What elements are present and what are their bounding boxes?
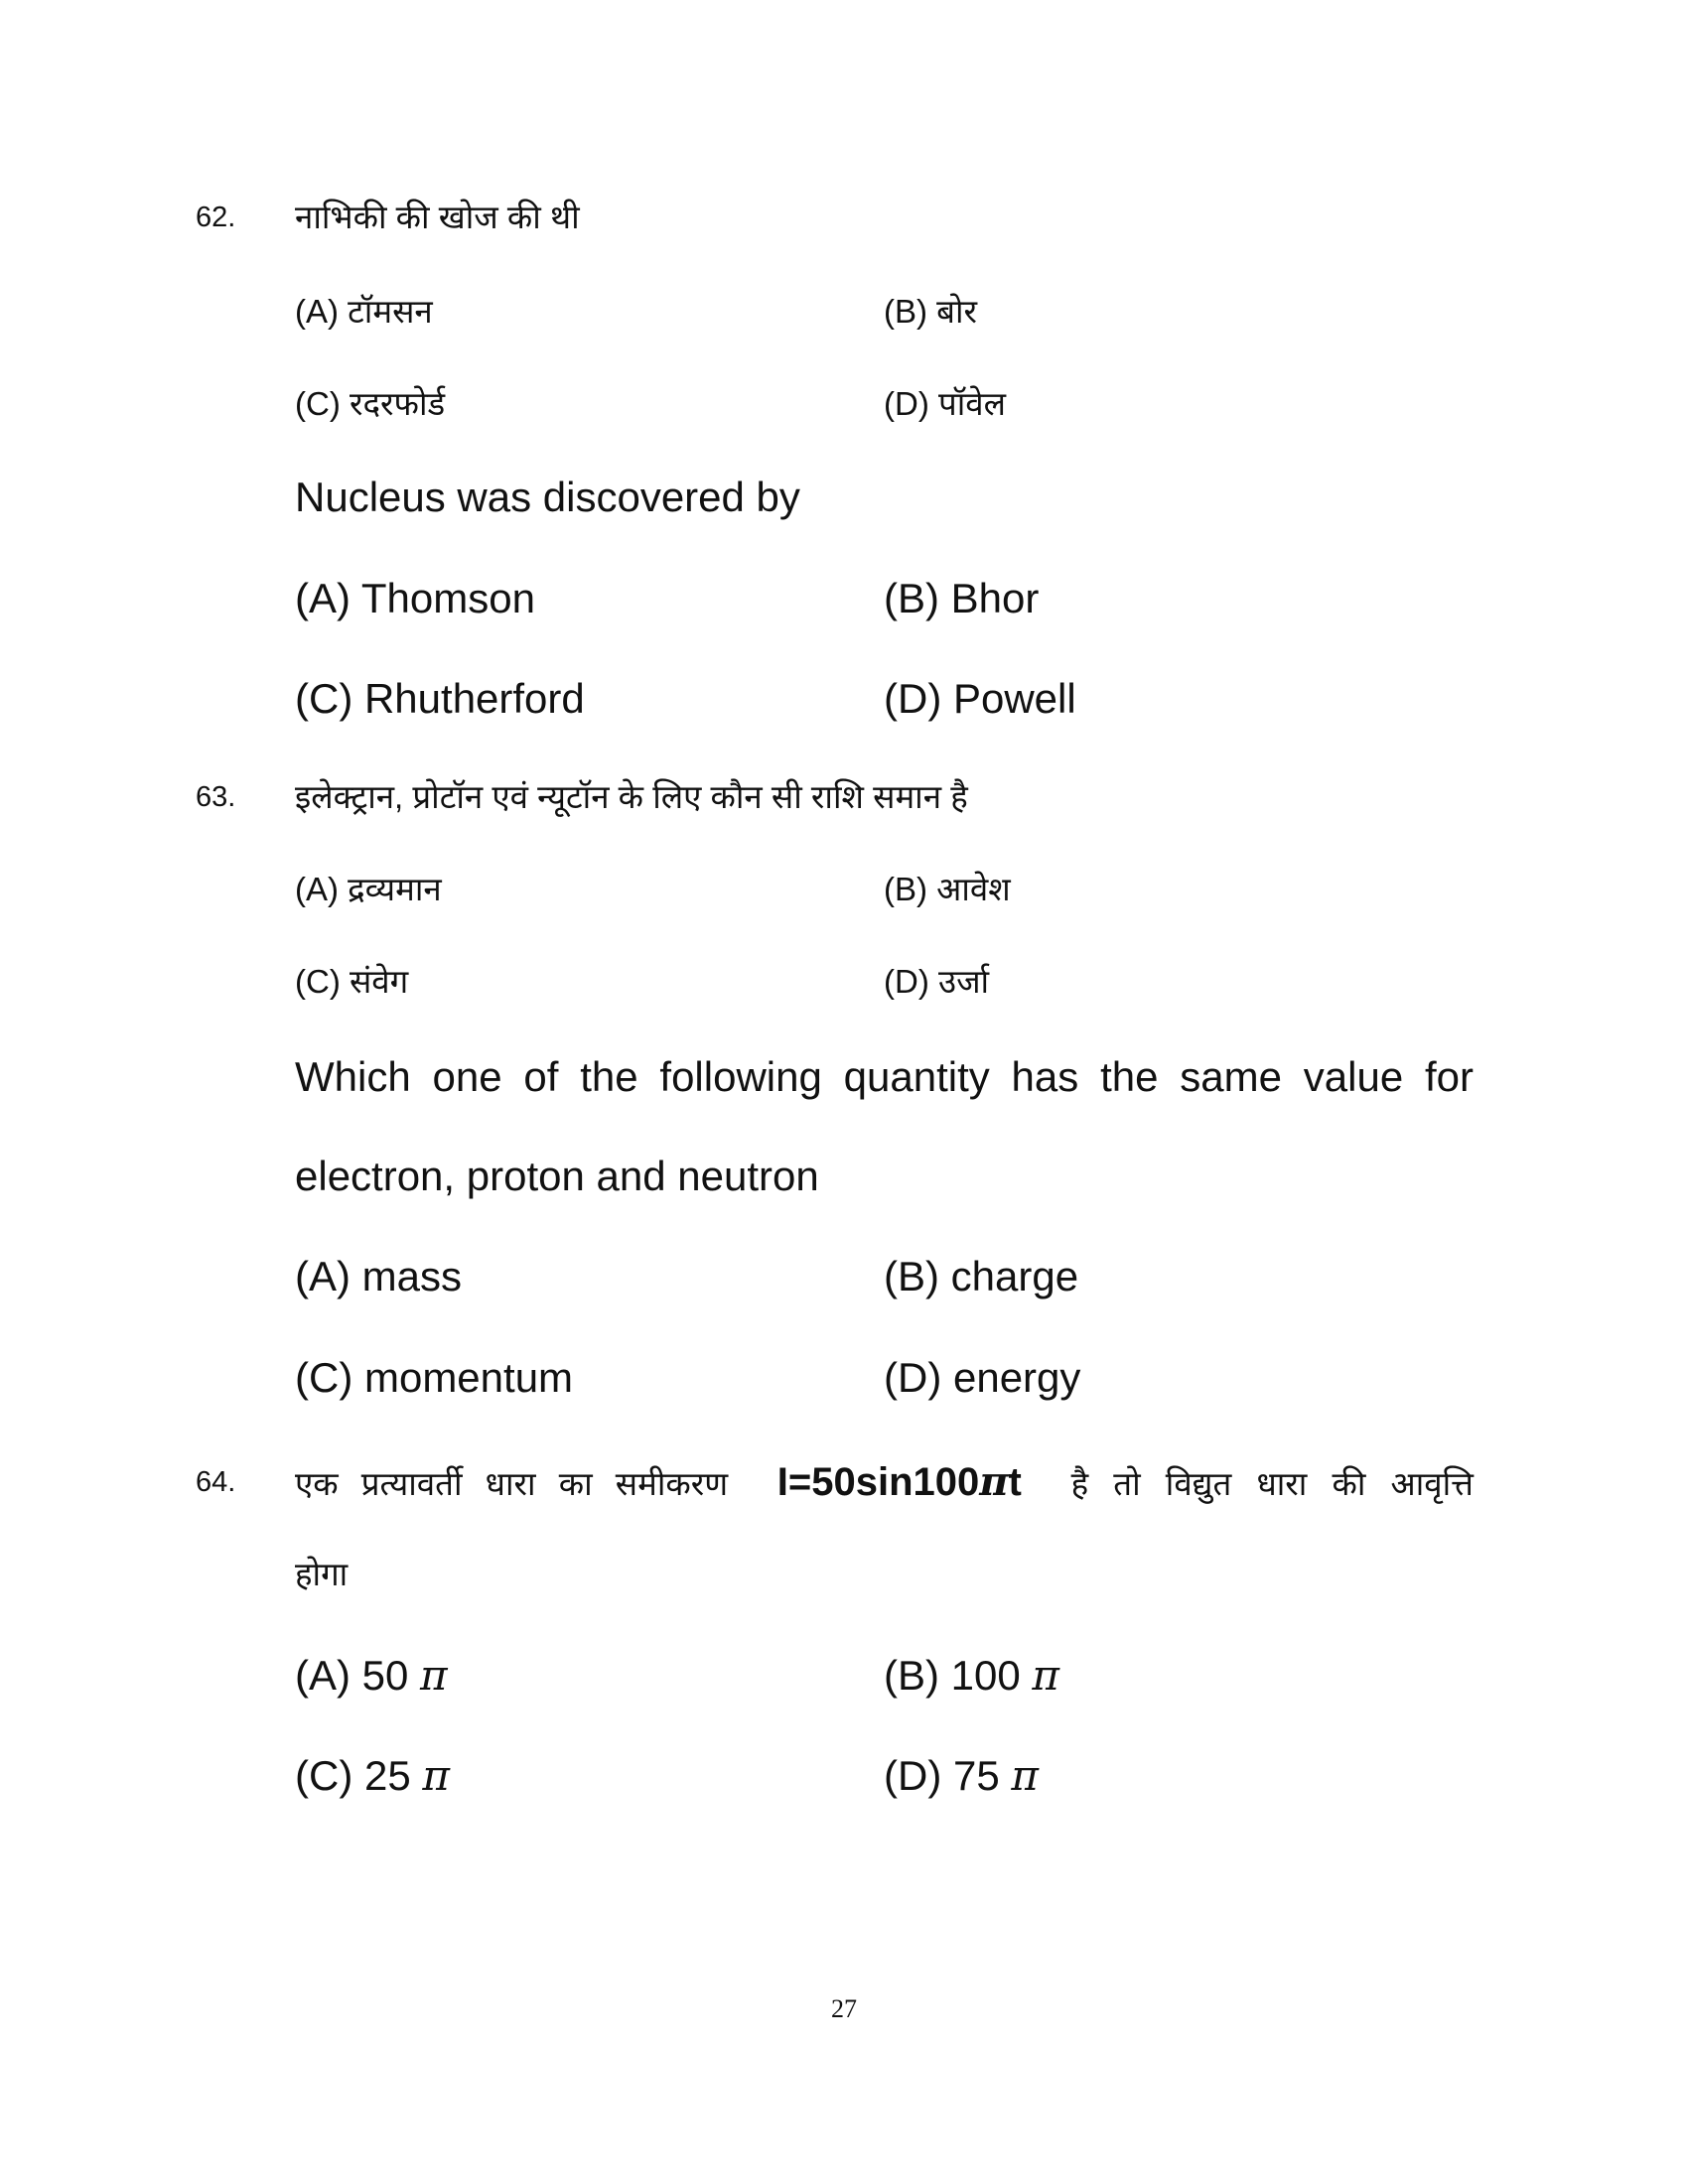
option-a-english: (A) mass xyxy=(295,1253,462,1299)
option-c-english: (C) momentum xyxy=(295,1354,574,1401)
option-label: (D) 75 xyxy=(884,1752,1000,1799)
question-text-hindi-line2: होगा xyxy=(295,1556,349,1592)
question-text-hindi-line1 xyxy=(295,1454,1474,1510)
question-text-english-line2: electron, proton and neutron xyxy=(295,1153,819,1199)
equation-variable: t xyxy=(1008,1460,1022,1504)
option-label: (C) 25 xyxy=(295,1752,411,1799)
option-d-hindi: (D) पॉवेल xyxy=(884,385,1006,422)
question-text-hindi: इलेक्ट्रान, प्रोटॉन एवं न्यूटॉन के लिए कौन सी राशि समान है xyxy=(295,778,968,815)
question-text-hindi-post: है तो विद्युत धारा की आवृत्ति xyxy=(1070,1465,1474,1502)
question-text-english: Nucleus was discovered by xyxy=(295,474,800,520)
option-a xyxy=(295,1648,448,1704)
option-b-english: (B) Bhor xyxy=(884,575,1040,621)
pi-symbol: π xyxy=(1032,1651,1060,1700)
pi-symbol: π xyxy=(420,1651,448,1700)
pi-symbol: π xyxy=(1011,1751,1039,1800)
option-b-english: (B) charge xyxy=(884,1253,1079,1299)
option-a-hindi: (A) टॉमसन xyxy=(295,293,433,330)
page-number: 27 xyxy=(831,1994,857,2023)
question-number: 64. xyxy=(196,1466,236,1498)
option-a-english: (A) Thomson xyxy=(295,575,535,621)
option-label: (A) 50 xyxy=(295,1652,409,1699)
option-d xyxy=(884,1748,1039,1804)
question-number: 62. xyxy=(196,202,236,233)
option-d-hindi: (D) उर्जा xyxy=(884,963,990,1000)
equation-text: I=50sin100 xyxy=(776,1460,980,1504)
option-c-hindi: (C) संवेग xyxy=(295,963,409,1000)
pi-symbol: π xyxy=(979,1458,1009,1505)
equation xyxy=(777,1454,1022,1510)
option-d-english: (D) Powell xyxy=(884,675,1076,722)
question-text-english-line1: Which one of the following quantity has the same value for xyxy=(295,1053,1474,1100)
option-c xyxy=(295,1748,450,1804)
option-d-english: (D) energy xyxy=(884,1354,1081,1401)
option-b-hindi: (B) बोर xyxy=(884,293,978,330)
option-c-hindi: (C) रदरफोर्ड xyxy=(295,385,446,422)
option-c-english: (C) Rhutherford xyxy=(295,675,585,722)
option-b-hindi: (B) आवेश xyxy=(884,871,1011,907)
option-a-hindi: (A) द्रव्यमान xyxy=(295,871,442,907)
option-b xyxy=(884,1648,1059,1704)
question-number: 63. xyxy=(196,781,236,813)
option-label: (B) 100 xyxy=(884,1652,1021,1699)
question-text-hindi: नाभिकी की खोज की थी xyxy=(295,199,580,235)
pi-symbol: π xyxy=(422,1751,450,1800)
question-text-hindi-pre: एक प्रत्यावर्ती धारा का समीकरण xyxy=(295,1465,729,1502)
